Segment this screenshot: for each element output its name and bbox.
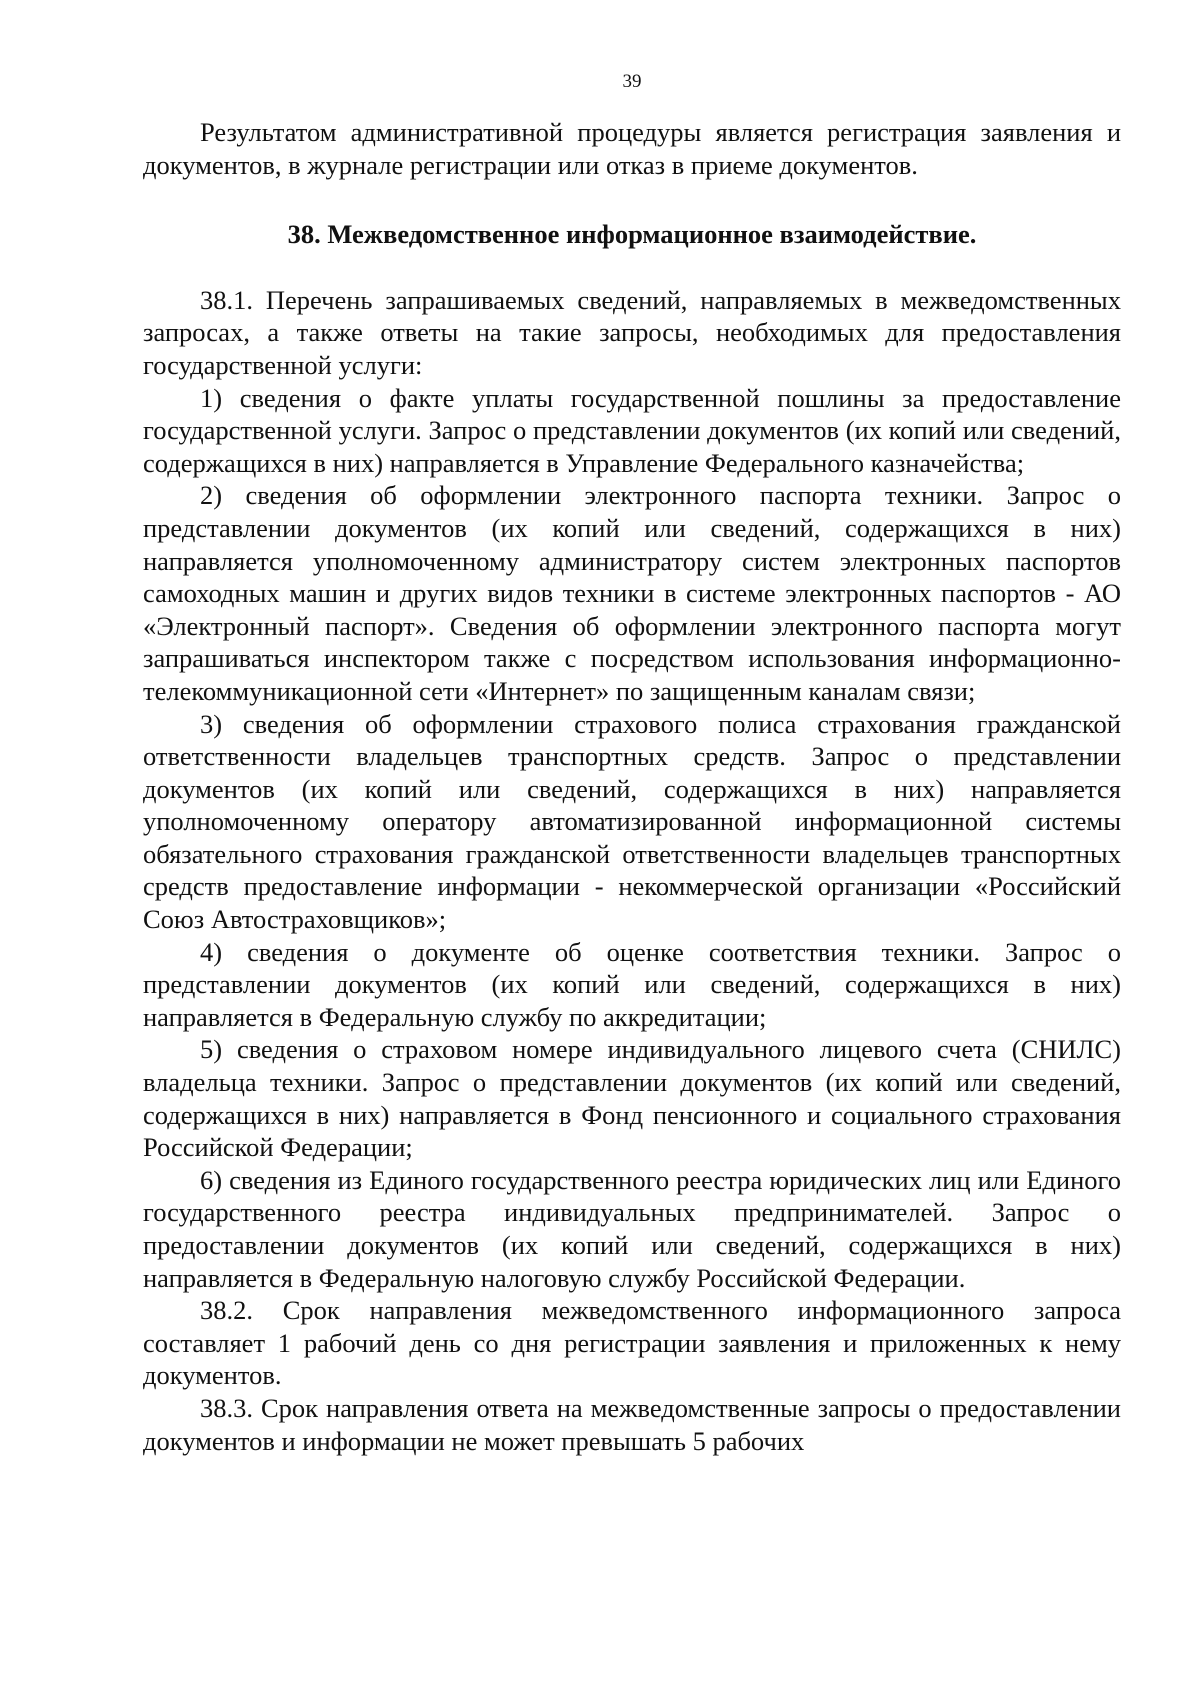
page-number: 39 <box>622 71 642 92</box>
list-item-6: 6) сведения из Единого государственного реестра юридических лиц или Единого государственного реестра индивидуальных предпринимателей. Запрос о предоставлении документов (их копий или сведений, содержащихся в них) направляется в Федеральную налоговую службу Российской Федерации. <box>143 1164 1121 1293</box>
paragraph-38-2: 38.2. Срок направления межведомственного информационного запроса составляет 1 рабочий день со дня регистрации заявления и приложенных к нему документов. <box>143 1295 1121 1391</box>
paragraph-38-3: 38.3. Срок направления ответа на межведомственные запросы о предоставлении документов и информации не может превышать 5 рабочих <box>143 1392 1121 1456</box>
list-item-1: 1) сведения о факте уплаты государственной пошлины за предоставление государственной услуги. Запрос о представлении документов (их копий или сведений, содержащихся в них) направляется в Управление Федерального казначейства; <box>143 382 1121 478</box>
document-body <box>143 116 1121 1457</box>
intro-paragraph: Результатом административной процедуры является регистрация заявления и документов, в журнале регистрации или отказ в приеме документов. <box>143 117 1121 180</box>
list-item-5: 5) сведения о страховом номере индивидуального лицевого счета (СНИЛС) владельца техники. Запрос о представлении документов (их копий или сведений, содержащихся в них) направляется в Фонд пенсионного и социального страхования Российской Федерации; <box>143 1034 1121 1163</box>
section-heading: 38. Межведомственное информационное взаимодействие. <box>287 219 977 250</box>
list-item-2: 2) сведения об оформлении электронного паспорта техники. Запрос о представлении документов (их копий или сведений, содержащихся в них) направляется уполномоченному администратору систем электронных паспортов самоходных машин и других видов техники в системе электронных паспортов - АО «Электронный паспорт». Сведения об оформлении электронного паспорта могут запрашиваться инспектором также с посредством использования информационно-телекоммуникационной сети «Интернет» по защищенным каналам связи; <box>143 480 1121 706</box>
list-item-4: 4) сведения о документе об оценке соответствия техники. Запрос о представлении документов (их копий или сведений, содержащихся в них) направляется в Федеральную службу по аккредитации; <box>143 936 1121 1032</box>
list-item-3: 3) сведения об оформлении страхового полиса страхования гражданской ответственности владельцев транспортных средств. Запрос о представлении документов (их копий или сведений, содержащихся в них) направляется уполномоченному оператору автоматизированной информационной системы обязательного страхования гражданской ответственности владельцев транспортных средств предоставление информации - некоммерческой организации «Российский Союз Автостраховщиков»; <box>143 708 1121 935</box>
document-page <box>143 0 1121 1698</box>
paragraph-38-1: 38.1. Перечень запрашиваемых сведений, направляемых в межведомственных запросах, а также ответы на такие запросы, необходимых для предоставления государственной услуги: <box>143 284 1121 380</box>
